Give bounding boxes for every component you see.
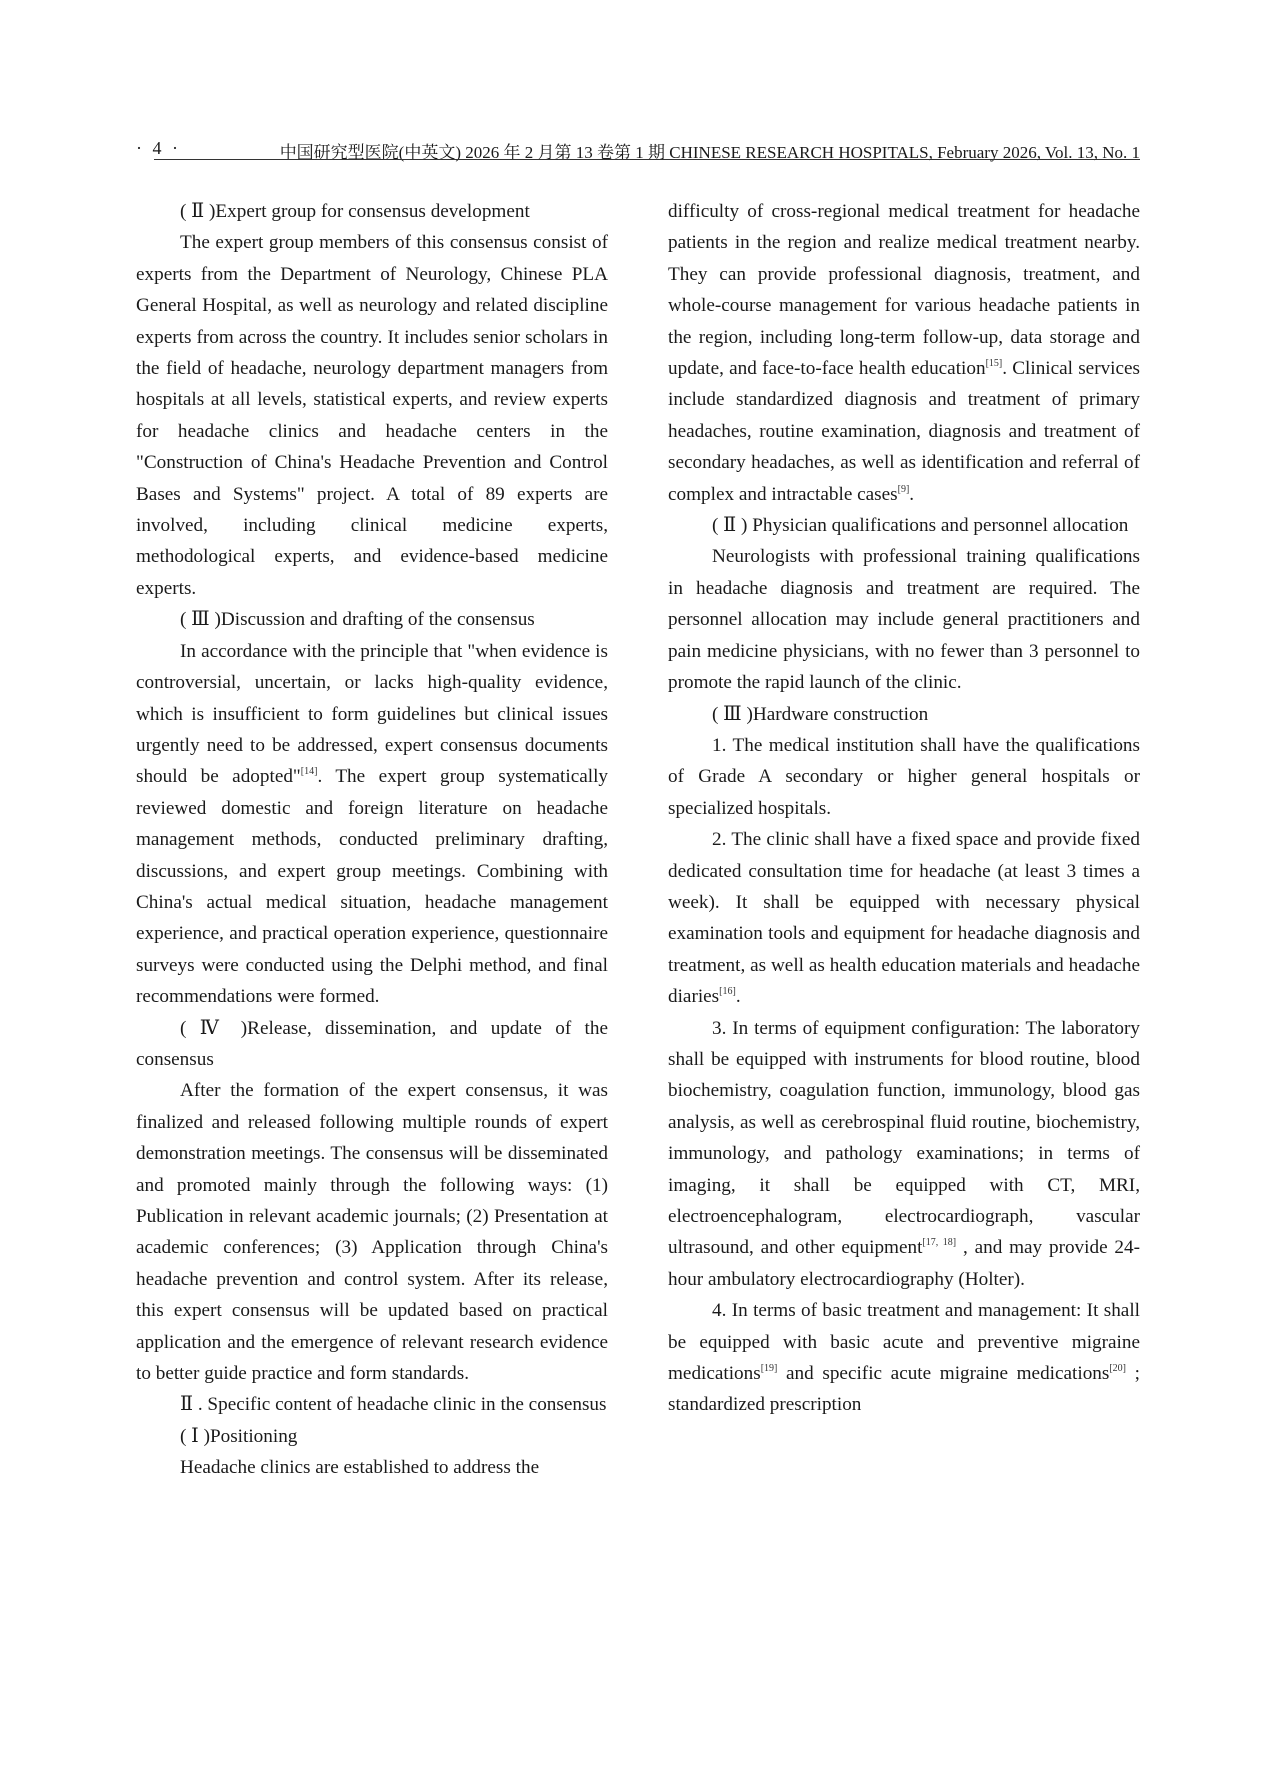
journal-title: 中国研究型医院(中英文) 2026 年 2 月第 13 卷第 1 期 CHINESE RESEARCH HOSPITALS, February 2026, Vol. 13, No. 1 xyxy=(279,143,1140,162)
citation-15: [15] xyxy=(985,358,1003,370)
heading-expert-group: ( Ⅱ )Expert group for consensus development xyxy=(180,201,530,222)
citation-16: [16] xyxy=(719,986,736,998)
paragraph-discussion: In accordance with the principle that "when evidence is controversial, uncertain, or lacks high-quality evidence, which is insufficient to form guidelines but clinical issues urgently need to be addressed, expert consensus documents should be adopted"[14]. The expert group systematically reviewed domestic and foreign literature on headache management methods, conducted preliminary drafting, discussions, and expert group meetings. Combining with China's actual medical situation, headache management experience, and practical operation experience, questionnaire surveys were conducted using the Delphi method, and final recommendations were formed. xyxy=(136,640,608,1008)
list-item-2: 2. The clinic shall have a fixed space and provide fixed dedicated consultation time for headache (at least 3 times a week). It shall be equipped with necessary physical examination tools and equipment for headache diagnosis and treatment, as well as health education materials and headache diaries[16]. xyxy=(668,829,1140,1008)
running-header xyxy=(136,138,1140,164)
paragraph-positioning-continued: difficulty of cross-regional medical treatment for headache patients in the region and realize medical treatment nearby. They can provide professional diagnosis, treatment, and whole-course management for various headache patients in the region, including long-term follow-up, data storage and update, and face-to-face health education[15]. Clinical services include standardized diagnosis and treatment of primary headaches, routine examination, diagnosis and treatment of secondary headaches, as well as identification and referral of complex and intractable cases[9]. xyxy=(668,201,1141,505)
paragraph-expert-group: The expert group members of this consensus consist of experts from the Department of Neurology, Chinese PLA General Hospital, as well as neurology and related discipline experts from across the country. It includes senior scholars in the field of headache, neurology department managers from hospitals at all levels, statistical experts, and review experts for headache clinics and headache centers in the "Construction of China's Headache Prevention and Control Bases and Systems" project. A total of 89 experts are involved, including clinical medicine experts, methodological experts, and evidence-based medicine experts. xyxy=(136,232,608,599)
left-column xyxy=(136,196,608,1484)
citation-17-18: [17, 18] xyxy=(922,1237,957,1249)
citation-20: [20] xyxy=(1109,1363,1127,1375)
heading-positioning: ( Ⅰ )Positioning xyxy=(180,1425,298,1447)
page-number: · 4 · xyxy=(136,138,181,158)
list-item-1: 1. The medical institution shall have the qualifications of Grade A secondary or higher general hospitals or specialized hospitals. xyxy=(668,734,1140,819)
heading-physician: ( Ⅱ ) Physician qualifications and personnel allocation xyxy=(712,515,1129,537)
heading-discussion: ( Ⅲ )Discussion and drafting of the consensus xyxy=(180,609,535,631)
list-item-3: 3. In terms of equipment configuration: The laboratory shall be equipped with instruments for blood routine, blood biochemistry, coagulation function, immunology, blood gas analysis, as well as cerebrospinal fluid routine, biochemistry, immunology, and pathology examinations; in terms of imaging, it shall be equipped with CT, MRI, electroencephalogram, electrocardiograph, vascular ultrasound, and other equipment[17, 18] , and may provide 24-hour ambulatory electrocardiography (Holter). xyxy=(668,1017,1140,1290)
paragraph-positioning: Headache clinics are established to address the xyxy=(180,1457,540,1479)
citation-14: [14] xyxy=(300,766,318,778)
heading-section-2: Ⅱ . Specific content of headache clinic in the consensus xyxy=(180,1394,607,1416)
citation-9: [9] xyxy=(897,483,910,495)
header-rule xyxy=(154,159,1140,160)
list-item-4: 4. In terms of basic treatment and management: It shall be equipped with basic acute and preventive migraine medications[19] and specific acute migraine medications[20] ; standardized prescription xyxy=(668,1300,1140,1416)
heading-hardware: ( Ⅲ )Hardware construction xyxy=(712,703,929,725)
right-column xyxy=(668,196,1140,1421)
heading-release: ( Ⅳ )Release, dissemination, and update of the consensus xyxy=(136,1017,608,1070)
paragraph-physician: Neurologists with professional training qualifications in headache diagnosis and treatment are required. The personnel allocation may include general practitioners and pain medicine physicians, with no fewer than 3 personnel to promote the rapid launch of the clinic. xyxy=(668,546,1140,694)
paragraph-release: After the formation of the expert consensus, it was finalized and released following multiple rounds of expert demonstration meetings. The consensus will be disseminated and promoted mainly through the following ways: (1) Publication in relevant academic journals; (2) Presentation at academic conferences; (3) Application through China's headache prevention and control system. After its release, this expert consensus will be updated based on practical application and the emergence of relevant research evidence to better guide practice and form standards. xyxy=(136,1080,608,1385)
citation-19: [19] xyxy=(760,1363,778,1375)
